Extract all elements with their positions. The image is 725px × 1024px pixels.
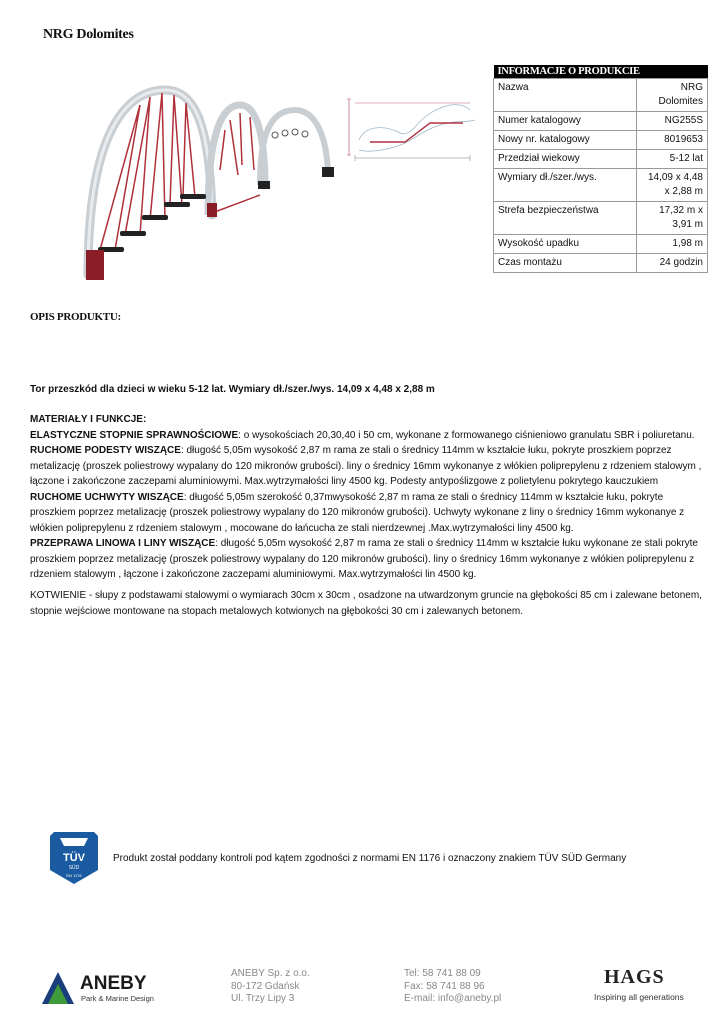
row-value: 17,32 m x 3,91 m [637, 202, 708, 235]
tuv-logo-sub: SÜD [68, 865, 80, 871]
technical-drawing [345, 95, 485, 163]
table-row [494, 131, 708, 150]
table-row [494, 202, 708, 235]
description-heading: OPIS PRODUKTU: [30, 311, 121, 323]
row-value: NG255S [637, 112, 708, 131]
table-row [494, 112, 708, 131]
company-name: ANEBY Sp. z o.o. [231, 968, 310, 979]
feature-name: RUCHOME PODESTY WISZĄCE [30, 445, 181, 456]
feature-item [30, 536, 710, 583]
tuv-logo-text: TÜV [63, 852, 85, 864]
tuv-logo-norm: EN 1176 [66, 873, 82, 878]
phone: Tel: 58 741 88 09 [404, 968, 481, 979]
row-value: 5-12 lat [637, 150, 708, 169]
row-label: Numer katalogowy [494, 112, 637, 131]
table-row [494, 150, 708, 169]
table-row [494, 79, 708, 112]
postal-code: 80-172 Gdańsk [231, 980, 300, 992]
product-info-table [493, 65, 708, 273]
row-label: Strefa bezpieczeństwa [494, 202, 637, 235]
product-image [70, 85, 340, 295]
feature-item [30, 428, 710, 444]
feature-name: PRZEPRAWA LINOWA I LINY WISZĄCE [30, 538, 216, 549]
intro-text: Tor przeszkód dla dzieci w wieku 5-12 lat. Wymiary dł./szer./wys. 14,09 x 4,48 x 2,88 m [30, 384, 435, 395]
hags-name: HAGS [604, 966, 665, 988]
aneby-tagline: Park & Marine Design [81, 994, 154, 1003]
row-value: 8019653 [637, 131, 708, 150]
tuv-sud-logo [48, 830, 100, 886]
table-row [494, 235, 708, 254]
certification-note: Produkt został poddany kontroli pod kątem zgodności z normami EN 1176 i oznaczony znakiem TÜV SÜD Germany [113, 853, 627, 864]
row-value: NRG Dolomites [637, 79, 708, 112]
table-row [494, 169, 708, 202]
materials-heading: MATERIAŁY I FUNKCJE: [30, 414, 147, 425]
feature-item [30, 490, 710, 537]
materials-section [30, 412, 710, 583]
aneby-logo [40, 968, 170, 1008]
table-row [494, 254, 708, 273]
feature-text: : długość 5,05m wysokość 2,87 m rama ze stali o średnicy 114mm w kształcie łuku wykonane ze stali pokryte proszkiem poprzez metalizację (proszek poliestrowy wypalany do 120 mikronów grubości). liny o średnicy 16mm wykonanye z włókien poliprepylenu z rdzeniem stalowym , łączone i zakończone zaczepami aluminiowymi. Max.wytrzymałości lin 4500 kg. [30, 538, 698, 580]
feature-text: : o wysokościach 20,30,40 i 50 cm, wykonane z formowanego ciśnieniowo granulatu SBR i poliuretanu. [238, 429, 695, 441]
hags-logo [594, 966, 694, 1006]
feature-text: : długość 5,05m wysokość 2,87 m rama ze stali o średnicy 114mm w kształcie łuku, pokryte proszkiem poprzez metalizację (proszek poliestrowy wypalany do 120 mikronów grubości). liny o średnicy 16mm wykonanye z włókien poliprepylenu z rdzeniem stalowym , łączone i zakończone zaczepami aluminiowymi. Max.wytrzymałości liny 4500 kg. Podesty antypoślizgowe z polietylenu pokrytego kauczukiem [30, 445, 702, 487]
feature-item [30, 443, 710, 490]
row-label: Wysokość upadku [494, 235, 637, 254]
row-label: Nowy nr. katalogowy [494, 131, 637, 150]
street: Ul. Trzy Lipy 3 [231, 993, 295, 1004]
feature-text: : długość 5,05m szerokość 0,37mwysokość 2,87 m rama ze stali o średnicy 114mm w kształcie łuku, pokryte proszkiem poprzez metalizację (proszek poliestrowy wypalany do 120 mikronów grubości). Uchwyty wykonane z liny o średnicy 16mm wykonanye z włókien poliprepylenu z rdzeniem stalowym , mocowane do łańcucha ze stali nierdzewnej .Max.wytrzymałości liny 4500 kg. [30, 491, 685, 534]
feature-name: RUCHOME UCHWYTY WISZĄCE [30, 491, 184, 503]
feature-name: ELASTYCZNE STOPNIE SPRAWNOŚCIOWE [30, 429, 239, 441]
row-value: 24 godzin [637, 254, 708, 273]
hags-tagline: Inspiring all generations [594, 992, 684, 1002]
row-value: 14,09 x 4,48 x 2,88 m [637, 169, 708, 202]
info-table-header: INFORMACJE O PRODUKCIE [494, 65, 708, 79]
email: E-mail: info@aneby.pl [404, 993, 502, 1004]
row-label: Przedział wiekowy [494, 150, 637, 169]
row-value: 1,98 m [637, 235, 708, 254]
anchoring-text: KOTWIENIE - słupy z podstawami stalowymi o wymiarach 30cm x 30cm , osadzone na utwardzonym gruncie na głębokości 85 cm i zalewane betonem, stopnie wejściowe montowane na stopach metalowych kotwionych na głębokości 30 cm i zalewanych betonem. [30, 590, 702, 617]
fax: Fax: 58 741 88 96 [404, 980, 485, 992]
company-address [231, 968, 310, 1006]
row-label: Nazwa [494, 79, 637, 112]
page-title: NRG Dolomites [43, 27, 134, 42]
contact-info [404, 968, 501, 1006]
row-label: Wymiary dł./szer./wys. [494, 169, 637, 202]
row-label: Czas montażu [494, 254, 637, 273]
aneby-name: ANEBY [80, 973, 147, 994]
